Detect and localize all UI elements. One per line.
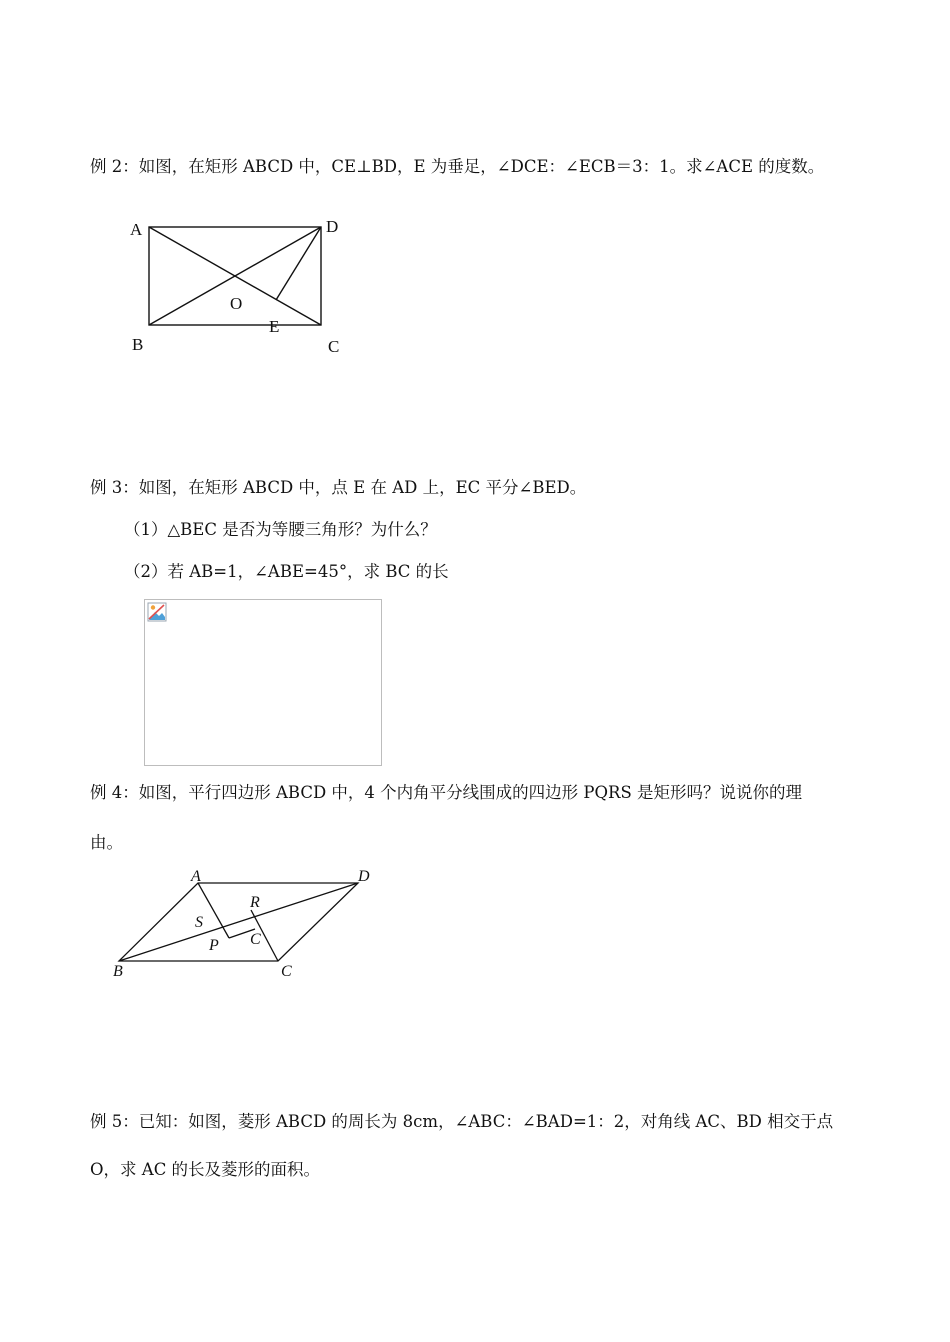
label-a: A: [191, 868, 201, 885]
label-d: D: [326, 217, 339, 236]
broken-image-icon: [147, 602, 167, 622]
parallelogram-figure: [105, 862, 395, 987]
label-s: S: [195, 914, 203, 931]
label-c: C: [328, 337, 340, 356]
label-o: O: [230, 294, 243, 313]
label-q: C: [250, 931, 261, 948]
label-p: P: [209, 937, 219, 954]
label-e: E: [269, 317, 280, 336]
broken-image-placeholder: [144, 599, 382, 766]
example-3-question-1: （1）△BEC 是否为等腰三角形？为什么？: [124, 520, 437, 539]
example-3-text: 例 3：如图，在矩形 ABCD 中，点 E 在 AD 上，EC 平分∠BED。: [90, 478, 587, 497]
label-b: B: [132, 335, 144, 354]
example-4-text-line-1: 例 4：如图，平行四边形 ABCD 中，4 个内角平分线围成的四边形 PQRS 是矩形吗？说说你的理: [90, 783, 803, 802]
label-r: R: [250, 894, 260, 911]
label-c: C: [281, 963, 292, 980]
example-5-text-line-1: 例 5：已知：如图，菱形 ABCD 的周长为 8cm，∠ABC：∠BAD=1：2，对角线 AC、BD 相交于点: [90, 1112, 834, 1131]
bisector-b: [119, 883, 358, 961]
example-5-text-line-2: O，求 AC 的长及菱形的面积。: [90, 1160, 321, 1179]
label-d: D: [358, 868, 370, 885]
label-a: A: [130, 220, 143, 239]
example-4-text-line-2: 由。: [90, 833, 123, 852]
segment-de: [276, 227, 321, 300]
rectangle-figure: [120, 210, 360, 360]
label-b: B: [113, 963, 123, 980]
example-3-question-2: （2）若 AB=1，∠ABE=45°，求 BC 的长: [124, 562, 449, 581]
example-2-text: 例 2：如图，在矩形 ABCD 中，CE⊥BD，E 为垂足，∠DCE：∠ECB＝3：1。求∠ACE 的度数。: [90, 157, 825, 176]
